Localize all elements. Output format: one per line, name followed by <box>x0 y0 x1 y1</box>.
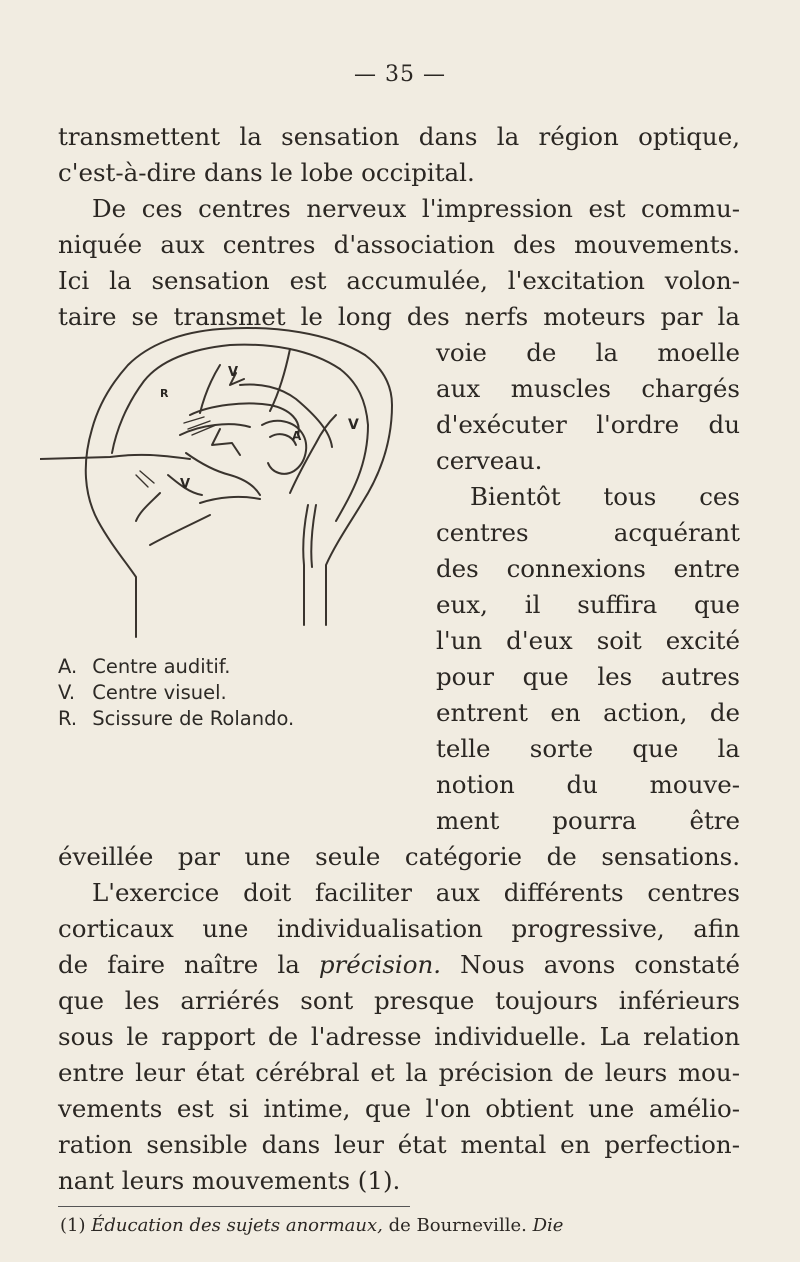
text-line: notion du mouve- <box>436 770 740 799</box>
footnote <box>60 1214 740 1238</box>
footnote-line <box>60 1214 740 1238</box>
figure-legend <box>58 654 294 732</box>
text-line: telle sorte que la <box>436 734 740 763</box>
figure-mark-r: R <box>160 387 169 400</box>
text-line: voie de la moelle <box>436 338 740 367</box>
text-line: Ici la sensation est accumulée, l'excitation volon- <box>58 266 740 295</box>
text-line: centres acquérant <box>436 518 740 547</box>
legend-key: A. <box>58 655 78 678</box>
legend-entry <box>58 654 294 680</box>
text-line: niquée aux centres d'association des mouvements. <box>58 230 740 259</box>
brain-diagram <box>40 325 430 645</box>
figure-mark-a: A <box>292 429 302 443</box>
text-line: Bientôt tous ces <box>470 482 740 511</box>
figure-mark-v: V <box>180 477 191 492</box>
text-line: pour que les autres <box>436 662 740 691</box>
footnote-title: Die <box>532 1215 564 1236</box>
text-line: ment pourra être <box>436 806 740 835</box>
footnote-marker: (1) <box>60 1215 86 1236</box>
brain-outline <box>86 328 365 637</box>
emphasis: précision. <box>318 950 442 979</box>
footnote-title: Éducation des sujets anormaux, <box>91 1215 383 1236</box>
text-line: éveillée par une seule catégorie de sensations. <box>58 842 740 871</box>
footnote-rule <box>58 1206 410 1207</box>
text-fragment: de faire naître la <box>58 950 300 979</box>
text-line: ration sensible dans leur état mental en perfection- <box>58 1130 740 1159</box>
legend-entry <box>58 706 294 732</box>
text-line: des connexions entre <box>436 554 740 583</box>
legend-key: R. <box>58 707 78 730</box>
text-line: entre leur état cérébral et la précision de leurs mou- <box>58 1058 740 1087</box>
text-line: L'exercice doit faciliter aux différents centres <box>92 878 740 907</box>
legend-label: Centre visuel. <box>92 681 227 704</box>
figure-mark-v: V <box>228 365 239 380</box>
text-fragment: Nous avons constaté <box>460 950 740 979</box>
text-line: corticaux une individualisation progressive, afin <box>58 914 740 943</box>
text-line: De ces centres nerveux l'impression est commu- <box>92 194 740 223</box>
text-line: aux muscles chargés <box>436 374 740 403</box>
legend-label: Scissure de Rolando. <box>92 707 295 730</box>
text-line: l'un d'eux soit excité <box>436 626 740 655</box>
text-line: c'est-à-dire dans le lobe occipital. <box>58 158 475 187</box>
legend-label: Centre auditif. <box>92 655 231 678</box>
text-line: que les arriérés sont presque toujours inférieurs <box>58 986 740 1015</box>
page-number: — 35 — <box>354 62 446 87</box>
text-line <box>58 950 740 980</box>
footnote-text: de Bourneville. <box>388 1215 527 1236</box>
text-line: nant leurs mouvements (1). <box>58 1166 401 1195</box>
legend-entry <box>58 680 294 706</box>
text-line: taire se transmet le long des nerfs moteurs par la <box>58 302 740 331</box>
text-line: entrent en action, de <box>436 698 740 727</box>
text-line: cerveau. <box>436 446 543 475</box>
text-line: transmettent la sensation dans la région optique, <box>58 122 740 151</box>
legend-key: V. <box>58 681 76 704</box>
text-line: eux, il suffira que <box>436 590 740 619</box>
figure-mark-v: V <box>348 417 359 433</box>
text-line: sous le rapport de l'adresse individuelle. La relation <box>58 1022 740 1051</box>
text-line: d'exécuter l'ordre du <box>436 410 740 439</box>
text-line: vements est si intime, que l'on obtient une amélio- <box>58 1094 740 1123</box>
